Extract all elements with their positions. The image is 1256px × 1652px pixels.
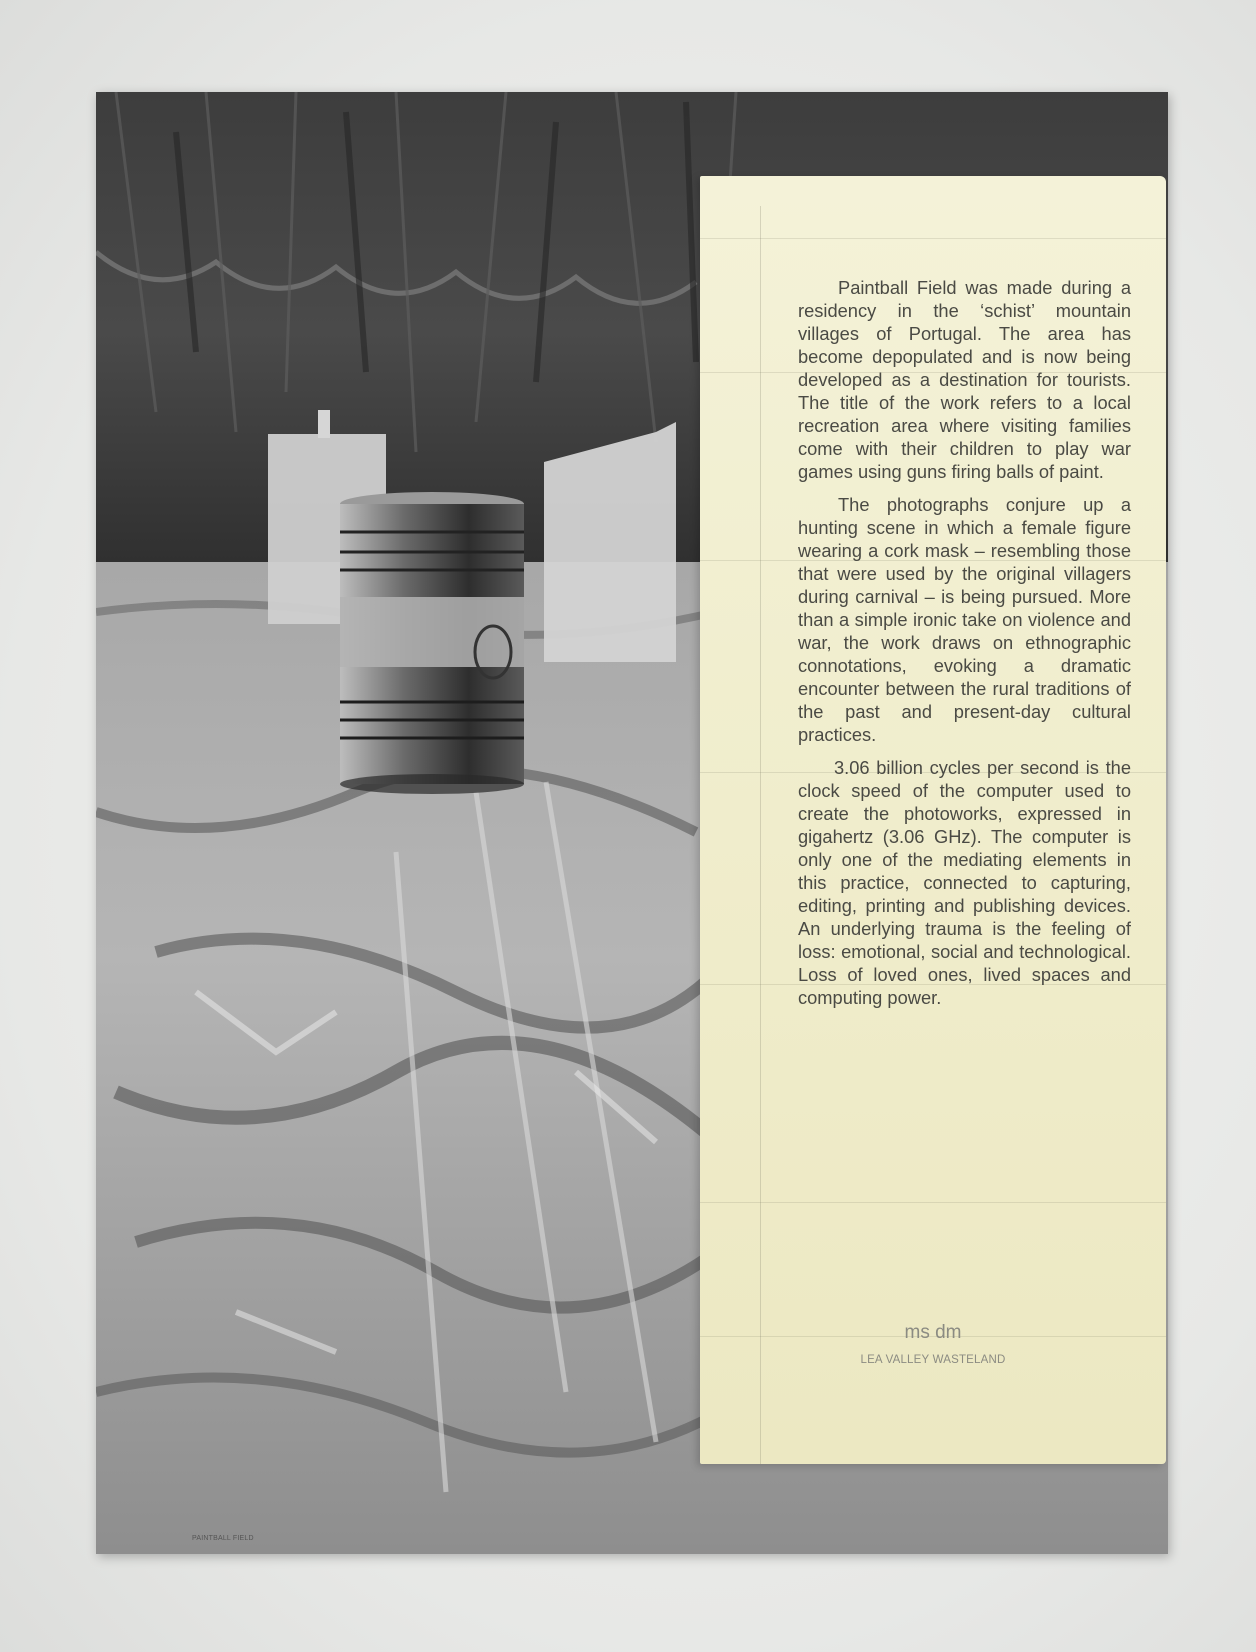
layout-guide (760, 206, 761, 1464)
layout-guide (700, 1202, 1166, 1203)
paragraph: The photographs conjure up a hunting scene in which a female figure wearing a cork mask – resembling those that were used by the original villagers during carnival – is being pursued. More than a simple ironic take on violence and war, the work draws on ethnographic connotations, evoking a dramatic encounter between the rural traditions of the past and present-day cultural practices. (798, 494, 1131, 745)
paragraph: Paintball Field was made during a residency in the ‘schist’ mountain villages of Portugal. The area has become depopulated and is now being developed as a destination for tourists. The title of the work refers to a local recreation area where visiting families come with their children to play war games using guns firing balls of paint. (798, 277, 1131, 482)
essay-text (798, 276, 1131, 1019)
paragraph: 3.06 billion cycles per second is the clock speed of the computer used to create the photoworks, expressed in gigahertz (3.06 GHz). The computer is only one of the mediating elements in this practice, connected to capturing, editing, printing and publishing devices. An underlying trauma is the feeling of loss: emotional, social and technological. Loss of loved ones, lived spaces and computing power. (798, 757, 1131, 1008)
text-insert-sheet (700, 176, 1166, 1464)
photo-caption: PAINTBALL FIELD (192, 1535, 254, 1542)
layout-guide (700, 238, 1166, 239)
publisher-imprint: LEA VALLEY WASTELAND (860, 1354, 1006, 1366)
author-signature: ms dm (904, 1322, 962, 1343)
